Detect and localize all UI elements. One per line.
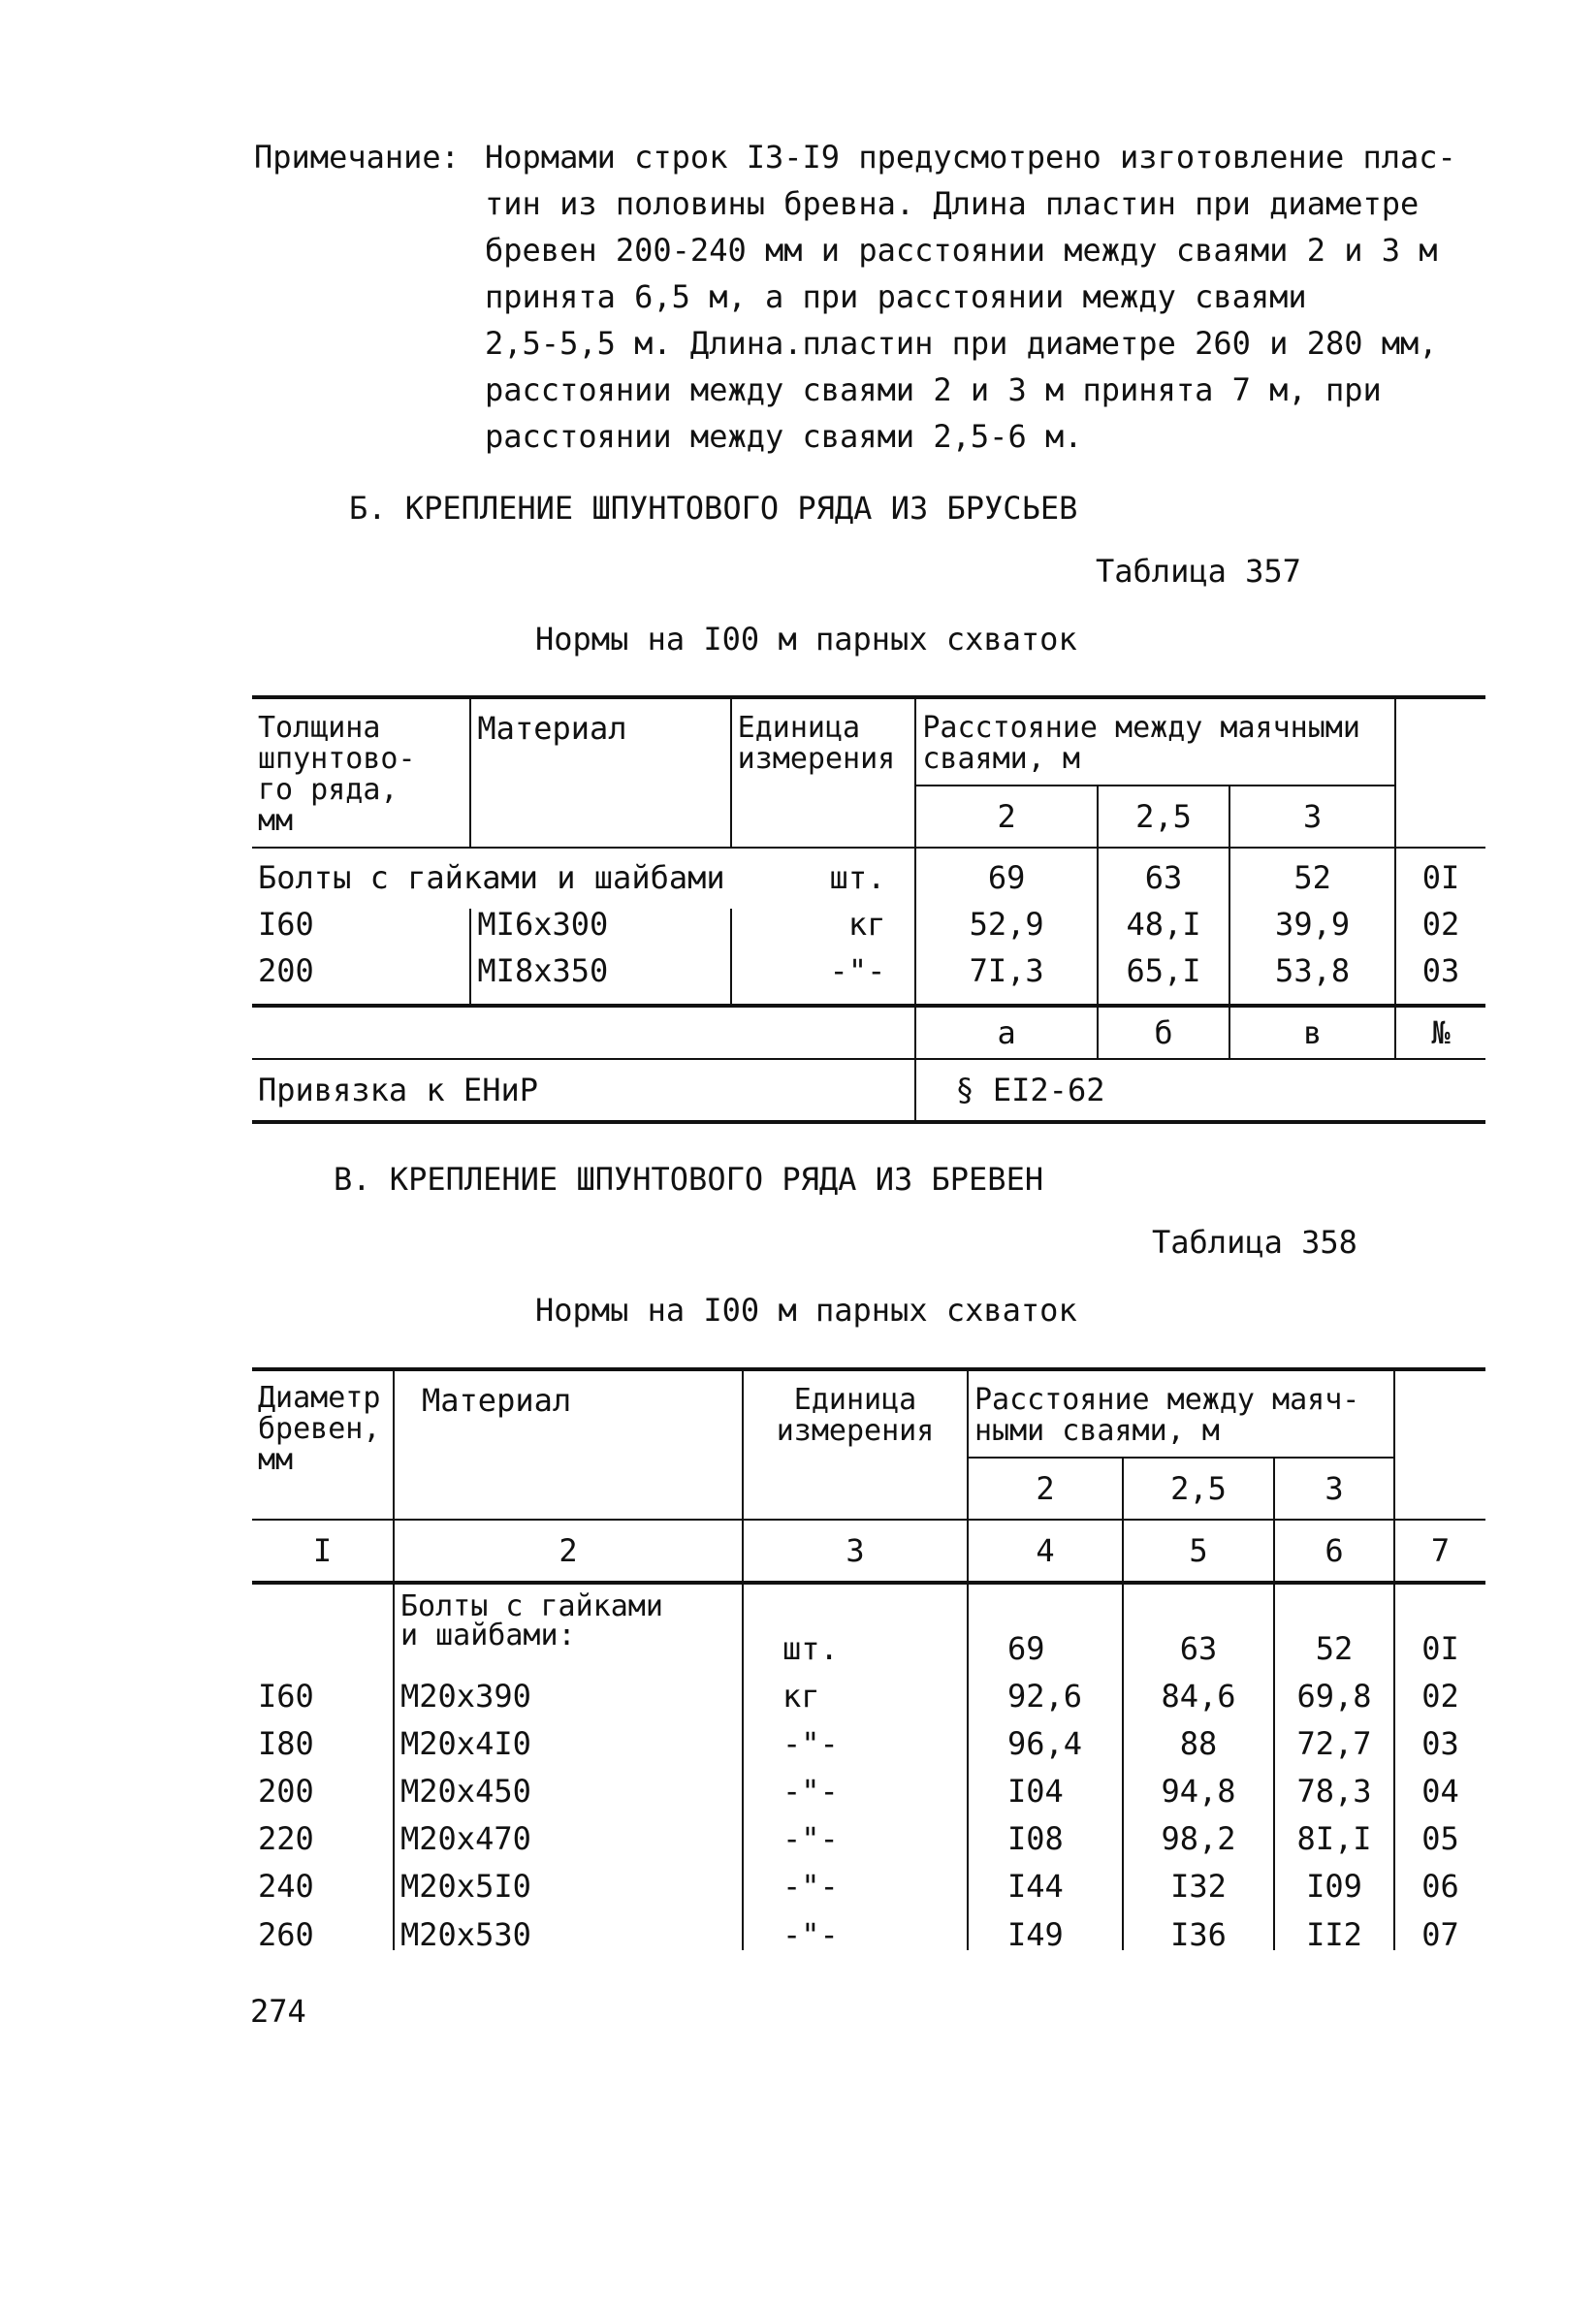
t358-row-code: 07 xyxy=(1421,1916,1459,1953)
t358-sub-3: 3 xyxy=(1274,1458,1394,1520)
t357-ref-value: § ЕI2-62 xyxy=(915,1059,1485,1122)
t358-row-code: 0I xyxy=(1421,1630,1459,1667)
note-line: расстоянии между сваями 2,5-6 м. xyxy=(485,418,1083,455)
t358-row-material: M20x530 xyxy=(394,1902,743,1950)
t358-row-v1: 92,6 xyxy=(968,1664,1123,1712)
t358-row-v2: 94,8 xyxy=(1123,1759,1274,1807)
t358-row-unit: -"- xyxy=(743,1759,968,1807)
t357-group-line: сваями, м xyxy=(922,742,1080,776)
note-line: расстоянии между сваями 2 и 3 м принята 7 м, при xyxy=(485,371,1382,408)
table-357 xyxy=(252,695,1485,1124)
t357-header-unit xyxy=(731,697,916,848)
t357-letter-a: а xyxy=(915,1006,1098,1059)
note-line: бревен 200-240 мм и расстоянии между сваями 2 и 3 м xyxy=(485,232,1438,269)
t358-row-v2: 98,2 xyxy=(1123,1807,1274,1854)
t358-row-material: M20x390 xyxy=(394,1664,743,1712)
t358-num-3: 3 xyxy=(743,1520,968,1583)
t357-h3-line: Единица xyxy=(737,711,861,745)
t357-letter-b: б xyxy=(1098,1006,1229,1059)
note-label: Примечание: xyxy=(254,139,460,176)
table-row xyxy=(252,1902,1485,1950)
t358-group-line: ными сваями, м xyxy=(974,1414,1220,1448)
t358-row-material: M20x470 xyxy=(394,1807,743,1854)
t357-header-thickness xyxy=(252,697,470,848)
table-357-subtitle: Нормы на I00 м парных схваток xyxy=(535,621,1077,657)
t357-row-v2: 48,I xyxy=(1098,909,1229,955)
t358-row-material: M20x4I0 xyxy=(394,1712,743,1759)
table-358-label: Таблица 358 xyxy=(1152,1224,1357,1261)
note-line: Нормами строк I3-I9 предусмотрено изготовление плас- xyxy=(485,139,1456,176)
t358-group-label-line: и шайбами: xyxy=(400,1619,576,1652)
t358-row-v3: 52 xyxy=(1274,1583,1394,1664)
t358-row-diameter xyxy=(252,1583,394,1664)
t357-header-distance xyxy=(915,697,1395,786)
t358-row-material: M20x450 xyxy=(394,1759,743,1807)
note-body xyxy=(485,134,1484,460)
t358-row-code: 04 xyxy=(1421,1773,1459,1810)
t358-row-code: 06 xyxy=(1421,1868,1459,1905)
note-line: принята 6,5 м, а при расстоянии между сваями xyxy=(485,278,1307,315)
t358-row-v3: 72,7 xyxy=(1274,1712,1394,1759)
t357-row-label: Болты с гайками и шайбами xyxy=(258,859,725,896)
t357-row-v2: 63 xyxy=(1098,848,1229,909)
t358-group-label-line: Болты с гайками xyxy=(400,1589,663,1623)
t357-row-code: 02 xyxy=(1421,906,1460,943)
t358-row-diameter: I80 xyxy=(252,1712,394,1759)
t358-row-v2: 88 xyxy=(1123,1712,1274,1759)
t358-row-v2: 84,6 xyxy=(1123,1664,1274,1712)
t358-num-4: 4 xyxy=(968,1520,1123,1583)
t358-row-v3: 8I,I xyxy=(1274,1807,1394,1854)
t358-h3-line: измерения xyxy=(776,1414,935,1448)
table-row xyxy=(252,1712,1485,1759)
section-v-heading: В. КРЕПЛЕНИЕ ШПУНТОВОГО РЯДА ИЗ БРЕВЕН xyxy=(334,1161,1044,1198)
table-row xyxy=(252,1807,1485,1854)
t358-h1-line: мм xyxy=(258,1443,294,1477)
t358-row-v2: I32 xyxy=(1123,1854,1274,1902)
t357-h1-line: мм xyxy=(258,804,294,838)
t357-letters-blank xyxy=(252,1006,915,1059)
t358-num-6: 6 xyxy=(1274,1520,1394,1583)
t357-sub-2: 2 xyxy=(915,786,1098,848)
t357-row-material: MI8x350 xyxy=(470,955,730,1006)
t358-row-v1: I49 xyxy=(968,1902,1123,1950)
table-row xyxy=(252,1059,1485,1122)
t357-h1-line: го ряда, xyxy=(258,773,399,807)
t357-row-unit: шт. xyxy=(731,848,916,909)
t358-group-line: Расстояние между маяч- xyxy=(974,1383,1360,1417)
t358-h3-line: Единица xyxy=(793,1383,917,1417)
t358-h1-line: бревен, xyxy=(258,1412,381,1446)
t358-row-diameter: 240 xyxy=(252,1854,394,1902)
t357-header-material: Материал xyxy=(470,697,730,848)
t357-row-v1: 52,9 xyxy=(915,909,1098,955)
t357-group-line: Расстояние между маячными xyxy=(922,711,1360,745)
t357-row-code: 0I xyxy=(1421,859,1460,896)
note-line: 2,5-5,5 м. Длина.пластин при диаметре 260 и 280 мм, xyxy=(485,325,1438,362)
table-row xyxy=(252,955,1485,1006)
t357-h1-line: Толщина xyxy=(258,711,381,745)
t358-row-code: 03 xyxy=(1421,1725,1459,1762)
t358-row-v1: 96,4 xyxy=(968,1712,1123,1759)
t358-sub-2-5: 2,5 xyxy=(1123,1458,1274,1520)
table-row xyxy=(252,848,1485,909)
t358-header-material: Материал xyxy=(394,1369,743,1520)
t357-row-v1: 7I,3 xyxy=(915,955,1098,1006)
t357-row-code: 03 xyxy=(1395,955,1485,1006)
t358-num-2: 2 xyxy=(394,1520,743,1583)
t358-h1-line: Диаметр xyxy=(258,1381,381,1415)
t358-group-label xyxy=(394,1583,743,1664)
t358-row-v2: I36 xyxy=(1123,1902,1274,1950)
t358-row-diameter: 220 xyxy=(252,1807,394,1854)
t358-row-v3: 78,3 xyxy=(1274,1759,1394,1807)
t358-row-code: 05 xyxy=(1421,1820,1459,1857)
t357-letter-no: № xyxy=(1395,1006,1485,1059)
t357-sub-3: 3 xyxy=(1229,786,1395,848)
t357-sub-2-5: 2,5 xyxy=(1098,786,1229,848)
t358-row-unit: шт. xyxy=(743,1583,968,1664)
t357-ref-label: Привязка к ЕНиР xyxy=(252,1059,915,1122)
table-row xyxy=(252,1759,1485,1807)
table-row xyxy=(252,1520,1485,1583)
table-row xyxy=(252,1664,1485,1712)
t358-num-7: 7 xyxy=(1394,1520,1485,1583)
t358-row-diameter: 260 xyxy=(252,1902,394,1950)
t357-row-thickness: 200 xyxy=(252,955,470,1006)
table-357-label: Таблица 357 xyxy=(1096,553,1301,590)
t358-row-v3: I09 xyxy=(1274,1854,1394,1902)
t358-row-unit: -"- xyxy=(743,1807,968,1854)
section-b-heading: Б. КРЕПЛЕНИЕ ШПУНТОВОГО РЯДА ИЗ БРУСЬЕВ xyxy=(349,490,1078,527)
t357-row-unit: -"- xyxy=(731,955,916,1006)
t357-row-material: MI6x300 xyxy=(470,909,730,955)
t358-row-unit: -"- xyxy=(743,1854,968,1902)
t358-num-5: 5 xyxy=(1123,1520,1274,1583)
table-358-subtitle: Нормы на I00 м парных схваток xyxy=(535,1292,1077,1329)
t357-row-v3: 53,8 xyxy=(1229,955,1395,1006)
table-row xyxy=(252,1854,1485,1902)
table-row xyxy=(252,1583,1485,1664)
t358-header-code xyxy=(1394,1369,1485,1520)
t358-row-diameter: 200 xyxy=(252,1759,394,1807)
t357-row-v3: 39,9 xyxy=(1229,909,1395,955)
t357-h3-line: измерения xyxy=(737,742,896,776)
t357-row-v3: 52 xyxy=(1229,848,1395,909)
t358-row-unit: кг xyxy=(743,1664,968,1712)
table-358 xyxy=(252,1367,1485,1953)
t357-header-code xyxy=(1395,697,1485,848)
page-number: 274 xyxy=(250,1993,306,2030)
t357-h1-line: шпунтово- xyxy=(258,742,416,776)
t358-row-v1: I04 xyxy=(968,1759,1123,1807)
note-line: тин из половины бревна. Длина пластин при диаметре xyxy=(485,185,1420,222)
t358-row-v1: 69 xyxy=(968,1583,1123,1664)
t358-row-unit: -"- xyxy=(743,1902,968,1950)
t358-row-code: 02 xyxy=(1421,1678,1459,1715)
t358-row-v1: I08 xyxy=(968,1807,1123,1854)
t358-row-v1: I44 xyxy=(968,1854,1123,1902)
t357-row-v2: 65,I xyxy=(1098,955,1229,1006)
table-row xyxy=(252,1006,1485,1059)
t358-row-diameter: I60 xyxy=(252,1664,394,1712)
t358-row-v3: 69,8 xyxy=(1274,1664,1394,1712)
t358-header-distance xyxy=(968,1369,1394,1458)
t357-letter-v: в xyxy=(1229,1006,1395,1059)
t358-sub-2: 2 xyxy=(968,1458,1123,1520)
t357-row-thickness: I60 xyxy=(252,909,470,955)
t358-header-diameter xyxy=(252,1369,394,1520)
t357-row-unit: кг xyxy=(731,909,916,955)
t357-row-v1: 69 xyxy=(915,848,1098,909)
t358-row-v2: 63 xyxy=(1123,1583,1274,1664)
t358-row-material: M20x5I0 xyxy=(394,1854,743,1902)
t358-row-unit: -"- xyxy=(743,1712,968,1759)
table-row xyxy=(252,909,1485,955)
t358-header-unit xyxy=(743,1369,968,1520)
t358-num-1: I xyxy=(252,1520,394,1583)
t358-row-v3: II2 xyxy=(1274,1902,1394,1950)
